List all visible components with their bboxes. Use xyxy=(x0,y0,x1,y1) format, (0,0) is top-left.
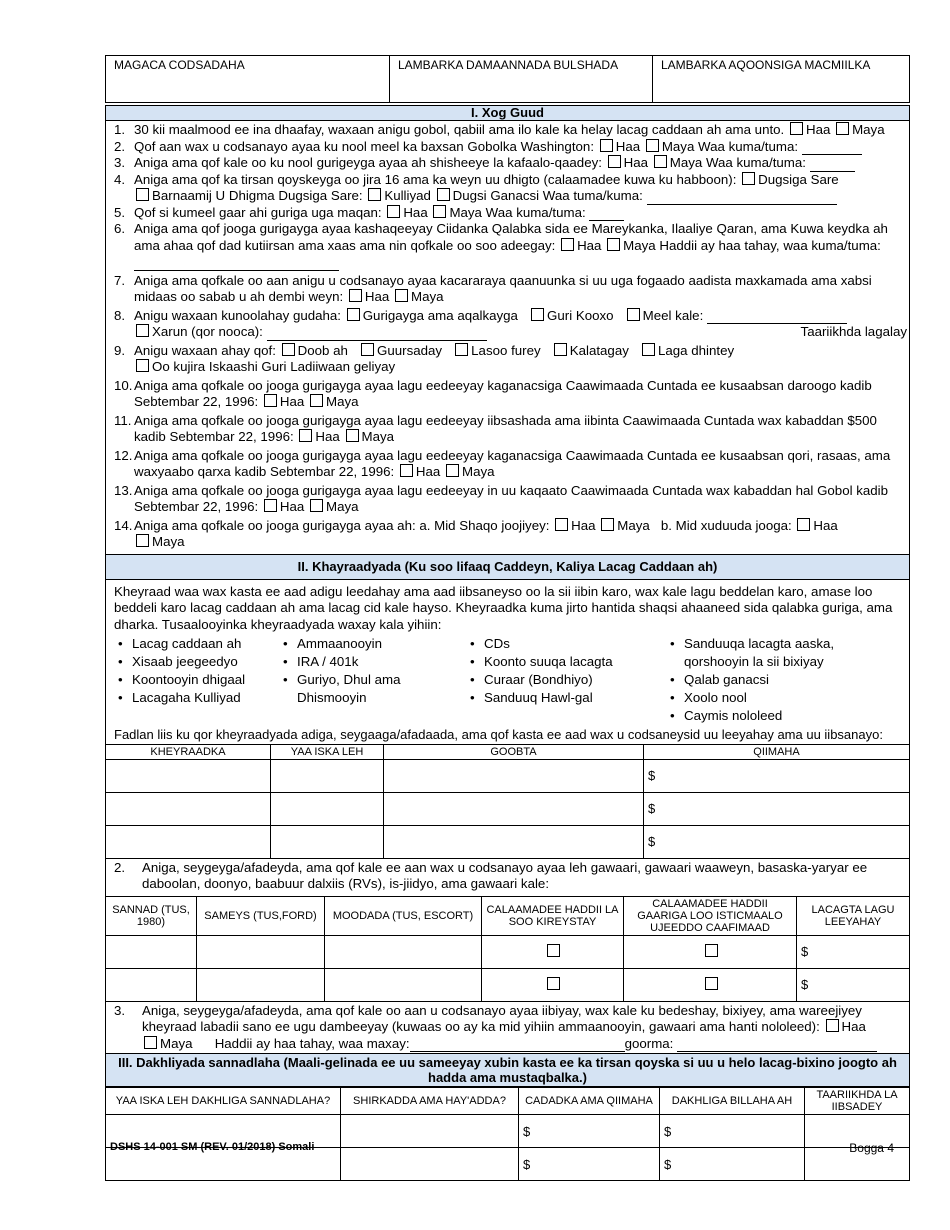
q9-divorced-checkbox[interactable] xyxy=(455,343,468,356)
question-11: 11. Aniga ama qofkale oo jooga gurigayga ayaa lagu eedeeyay iibsashada ama iibinta Caawimaada Cuntada wax kabaddan $500 kadib Sebtembar 22, 1996: Haa Maya xyxy=(114,412,877,444)
q12-maya-checkbox[interactable] xyxy=(446,464,459,477)
page-number: Bogga 4 xyxy=(849,1141,894,1155)
q3-haa-checkbox[interactable] xyxy=(608,155,621,168)
resources-table: KHEYRAADKA YAA ISKA LEH GOOBTA QIIMAHA $ $ $ xyxy=(105,744,910,859)
q13-maya-checkbox[interactable] xyxy=(310,499,323,512)
q4-high-school-checkbox[interactable] xyxy=(742,172,755,185)
q14b-maya-checkbox[interactable] xyxy=(136,534,149,547)
q4-ged-checkbox[interactable] xyxy=(136,188,149,201)
question-6: 6. Aniga ama qof jooga gurigayga ayaa kashaqeeyay Ciidanka Qalabka sida ee Mareykanka, Ilaaliye Qaran, ama Kuwa keydka ah ama ahaa qof dad kutiirsan ama xaas ama nin qofkale oo soo adeegay: Haa Maya Haddii ay haa tahay, waa kuma/tuma: xyxy=(106,221,909,271)
table-row: $ xyxy=(106,759,910,792)
q8-other-checkbox[interactable] xyxy=(627,308,640,321)
table-row: $ $ xyxy=(106,1115,910,1148)
q8-facility-input[interactable] xyxy=(267,328,487,341)
q2-haa-checkbox[interactable] xyxy=(600,139,613,152)
question-5: 5. Qof si kumeel gaar ahi guriga uga maqan: Haa Maya Waa kuma/tuma: xyxy=(106,205,909,222)
q3-maya-checkbox[interactable] xyxy=(654,155,667,168)
q4-business-school-checkbox[interactable] xyxy=(437,188,450,201)
q3-transfer-haa-checkbox[interactable] xyxy=(826,1019,839,1032)
q1-haa-checkbox[interactable] xyxy=(790,122,803,135)
question-13: 13. Aniga ama qofkale oo jooga gurigayga ayaa lagu eedeeyay in uu kaqaato Caawimaada Cuntada wax kabaddan hal Gobol kadib Sebtembar 22, 1996: Haa Maya xyxy=(114,482,889,514)
q11-haa-checkbox[interactable] xyxy=(299,429,312,442)
q13-haa-checkbox[interactable] xyxy=(264,499,277,512)
client-id-field[interactable]: LAMBARKA AQOONSIGA MACMIILKA xyxy=(653,56,910,103)
examples-col-1: • Lacag caddaan ah • Xisaab jeegeedyo • Koontooyin dhigaal • Lacagaha Kulliyad xyxy=(114,635,279,725)
section-2-body xyxy=(105,580,910,744)
form-number: DSHS 14-001 SM (REV. 01/2018) Somali xyxy=(110,1141,315,1153)
transfer-what-input[interactable] xyxy=(410,1039,625,1052)
q10-haa-checkbox[interactable] xyxy=(264,394,277,407)
q14b-haa-checkbox[interactable] xyxy=(797,518,810,531)
q7-maya-checkbox[interactable] xyxy=(395,289,408,302)
question-9: 9. Anigu waxaan ahay qof: Doob ah Guursaday Lasoo furey Kalatagay Laga dhintey Oo kujira Iskaashi Guri Ladiiwaan geliyay xyxy=(114,342,735,374)
q14a-haa-checkbox[interactable] xyxy=(555,518,568,531)
q6-haa-checkbox[interactable] xyxy=(561,238,574,251)
vehicle-2-leased-checkbox[interactable] xyxy=(547,977,560,990)
vehicles-table: SANNAD (TUS, 1980) SAMEYS (TUS,FORD) MOODADA (TUS, ESCORT) CALAAMADEE HADDII LA SOO KIREYSTAY CALAAMADEE HADDII GAARIGA LOO ISTICMAALO UJEEDDO CAAFIMAAD LACAGTA LAGU LEEYAHAY $ $ xyxy=(105,896,910,1002)
section-1-body xyxy=(105,121,910,554)
q8-other-input[interactable] xyxy=(707,311,847,324)
examples-col-2: • Ammaanooyin • IRA / 401k • Guriyo, Dhul ama Dhismooyin xyxy=(279,635,466,725)
form-page xyxy=(105,55,910,1181)
q4-who-input[interactable] xyxy=(647,192,837,205)
vehicle-2-medical-checkbox[interactable] xyxy=(705,977,718,990)
question-1: 1. 30 kii maalmood ee ina dhaafay, waxaan anigu gobol, qabiil ama ilo kale ka helay lacag caddaan ah ama unto. Haa Maya xyxy=(114,122,885,137)
section-3-title: III. Dakhliyada sannadlaha (Maali-gelinada ee uu sameeyay xubin kasta ee ka tirsan qoyska si uu u helo lacag-bixino joogto ah hadda ama mustaqbalka.) xyxy=(105,1053,910,1087)
q8-home-checkbox[interactable] xyxy=(347,308,360,321)
question-8: 8. Anigu waxaan kunoolahay gudaha: Gurigayga ama aqalkayga Guri Kooxo Meel kale: Xarun (qor nooca): Taariikhda lagalay xyxy=(114,307,907,339)
table-row: $ $ xyxy=(106,1148,910,1181)
q5-haa-checkbox[interactable] xyxy=(387,205,400,218)
question-14: 14. Aniga ama qofkale oo jooga gurigayga ayaa ah: a. Mid Shaqo joojiyey: Haa Maya b. Mid xuduuda jooga: Haa Maya xyxy=(114,517,838,549)
page-footer xyxy=(110,1141,900,1153)
q5-who-input[interactable] xyxy=(589,208,624,221)
q7-haa-checkbox[interactable] xyxy=(349,289,362,302)
table-row: $ xyxy=(106,935,910,968)
q8-group-home-checkbox[interactable] xyxy=(531,308,544,321)
question-7: 7. Aniga ama qofkale oo aan anigu u codsanayo ayaa kacararaya qaanuunka si uu uga fogaado aadista maxkamada ama xabsi midaas oo sabab u ah dembi weyn: Haa Maya xyxy=(114,272,872,304)
annuities-table: YAA ISKA LEH DAKHLIGA SANNADLAHA? SHIRKADDA AMA HAY'ADDA? CADADKA AMA QIIMAHA DAKHLIGA BILLAHA AH TAARIIKHDA LA IIBSADEY $ $ $ $ xyxy=(105,1087,910,1181)
q9-domestic-partner-checkbox[interactable] xyxy=(136,359,149,372)
table-row: $ xyxy=(106,792,910,825)
q8-facility-checkbox[interactable] xyxy=(136,324,149,337)
table-row: $ xyxy=(106,968,910,1001)
q14a-maya-checkbox[interactable] xyxy=(601,518,614,531)
vehicles-question: 2. Aniga, seygeyga/afadeyda, ama qof kale ee aan wax u codsanayo ayaa leh gawaari, gawaari waaweyn, basaska-yaryar ee daboolan, doonyo, baabuur dalxiis (RVs), is-jiidyo, ama gawaari kale: xyxy=(105,859,910,896)
applicant-name-field[interactable]: MAGACA CODSADAHA xyxy=(106,56,390,103)
ssn-field[interactable]: LAMBARKA DAMAANNADA BULSHADA xyxy=(390,56,653,103)
question-4: 4. Aniga ama qof ka tirsan qoyskeyga oo jira 16 ama ka weyn uu dhigto (calaamadee kuwa ku habboon): Dugsiga Sare Barnaamij U Dhigma Dugsiga Sare: Kulliyad Dugsi Ganacsi Waa tuma/kuma: xyxy=(114,171,839,203)
question-2: 2. Qof aan wax u codsanayo ayaa ku nool meel ka baxsan Gobolka Washington: Haa Maya Waa kuma/tuma: xyxy=(106,139,909,156)
vehicle-1-medical-checkbox[interactable] xyxy=(705,944,718,957)
vehicle-1-leased-checkbox[interactable] xyxy=(547,944,560,957)
q9-single-checkbox[interactable] xyxy=(282,343,295,356)
q9-married-checkbox[interactable] xyxy=(361,343,374,356)
q2-maya-checkbox[interactable] xyxy=(646,139,659,152)
examples-col-4: • Sanduuqa lacagta aaska, qorshooyin la sii bixiyay • Qalab ganacsi • Xoolo nool • Caymis nololeed xyxy=(666,635,896,725)
q4-college-checkbox[interactable] xyxy=(368,188,381,201)
applicant-header xyxy=(105,55,910,103)
resources-intro: Kheyraad waa wax kasta ee aad adigu leedahay ama aad iibsaneyso oo la sii iibin karo, wax kale lagu beddelan karo, amase loo beddeli karo lacag caddaan ah ama lacag cid kale hayso. Kheyraadka kuma jirto hantida shaqsi ahaaneed sida qalabka guriga, ama dharka. Tusaalooyinka kheyraadyada waxay kala yihiin: xyxy=(114,583,893,632)
transfer-when-input[interactable] xyxy=(677,1039,877,1052)
q6-who-input[interactable] xyxy=(134,258,339,271)
table-row: $ xyxy=(106,825,910,858)
q10-maya-checkbox[interactable] xyxy=(310,394,323,407)
q11-maya-checkbox[interactable] xyxy=(346,429,359,442)
section-1-title: I. Xog Guud xyxy=(105,105,910,121)
resource-examples xyxy=(114,635,903,725)
q9-separated-checkbox[interactable] xyxy=(554,343,567,356)
examples-col-3: • CDs • Koonto suuqa lacagta • Curaar (Bondhiyo) • Sanduuq Hawl-gal xyxy=(466,635,666,725)
q3-who-input[interactable] xyxy=(810,159,855,172)
q1-maya-checkbox[interactable] xyxy=(836,122,849,135)
q5-maya-checkbox[interactable] xyxy=(433,205,446,218)
q12-haa-checkbox[interactable] xyxy=(400,464,413,477)
q8-date-label: Taariikhda lagalay xyxy=(800,324,907,339)
q6-maya-checkbox[interactable] xyxy=(607,238,620,251)
question-10: 10. Aniga ama qofkale oo jooga gurigayga ayaa lagu eedeeyay kaganacsiga Caawimaada Cuntada ee kusaabsan daroogo kadib Sebtembar 22, 1996: Haa Maya xyxy=(114,377,872,409)
transfers-question: 3. Aniga, seygeyga/afadeyda, ama qof kale oo aan u codsanayo ayaa iibiyay, wax kale ku bedeshay, bixiyey, ama wareejiyey kheyraad labadii sano ee ugu dambeeyay (kuwaas oo ay ka mid yihiin ammaanooyin, gawaari ama hanti nololeed): Haa Maya Haddii ay haa tahay, waa maxay: goorma: xyxy=(105,1002,910,1054)
section-2-title: II. Khayraadyada (Ku soo lifaaq Caddeyn, Kaliya Lacag Caddaan ah) xyxy=(105,554,910,580)
question-3: 3. Aniga ama qof kale oo ku nool gurigeyga ayaa ah shisheeye la kafaalo-qaadey: Haa Maya Waa kuma/tuma: xyxy=(106,155,909,172)
resources-list-prompt: Fadlan liis ku qor kheyraadyada adiga, seygaaga/afadaada, ama qof kasta ee aad wax u codsaneysid uu leeyahay ama uu iibsanayo: xyxy=(114,727,883,742)
question-12: 12. Aniga ama qofkale oo jooga gurigayga ayaa lagu eedeeyay kaganacsiga Caawimaada Cuntada ee kusaabsan qori, rasaas, ama waxyaabo qarxa kadib Sebtembar 22, 1996: Haa Maya xyxy=(114,447,891,479)
q2-who-input[interactable] xyxy=(802,142,862,155)
q9-widowed-checkbox[interactable] xyxy=(642,343,655,356)
q3-transfer-maya-checkbox[interactable] xyxy=(144,1036,157,1049)
